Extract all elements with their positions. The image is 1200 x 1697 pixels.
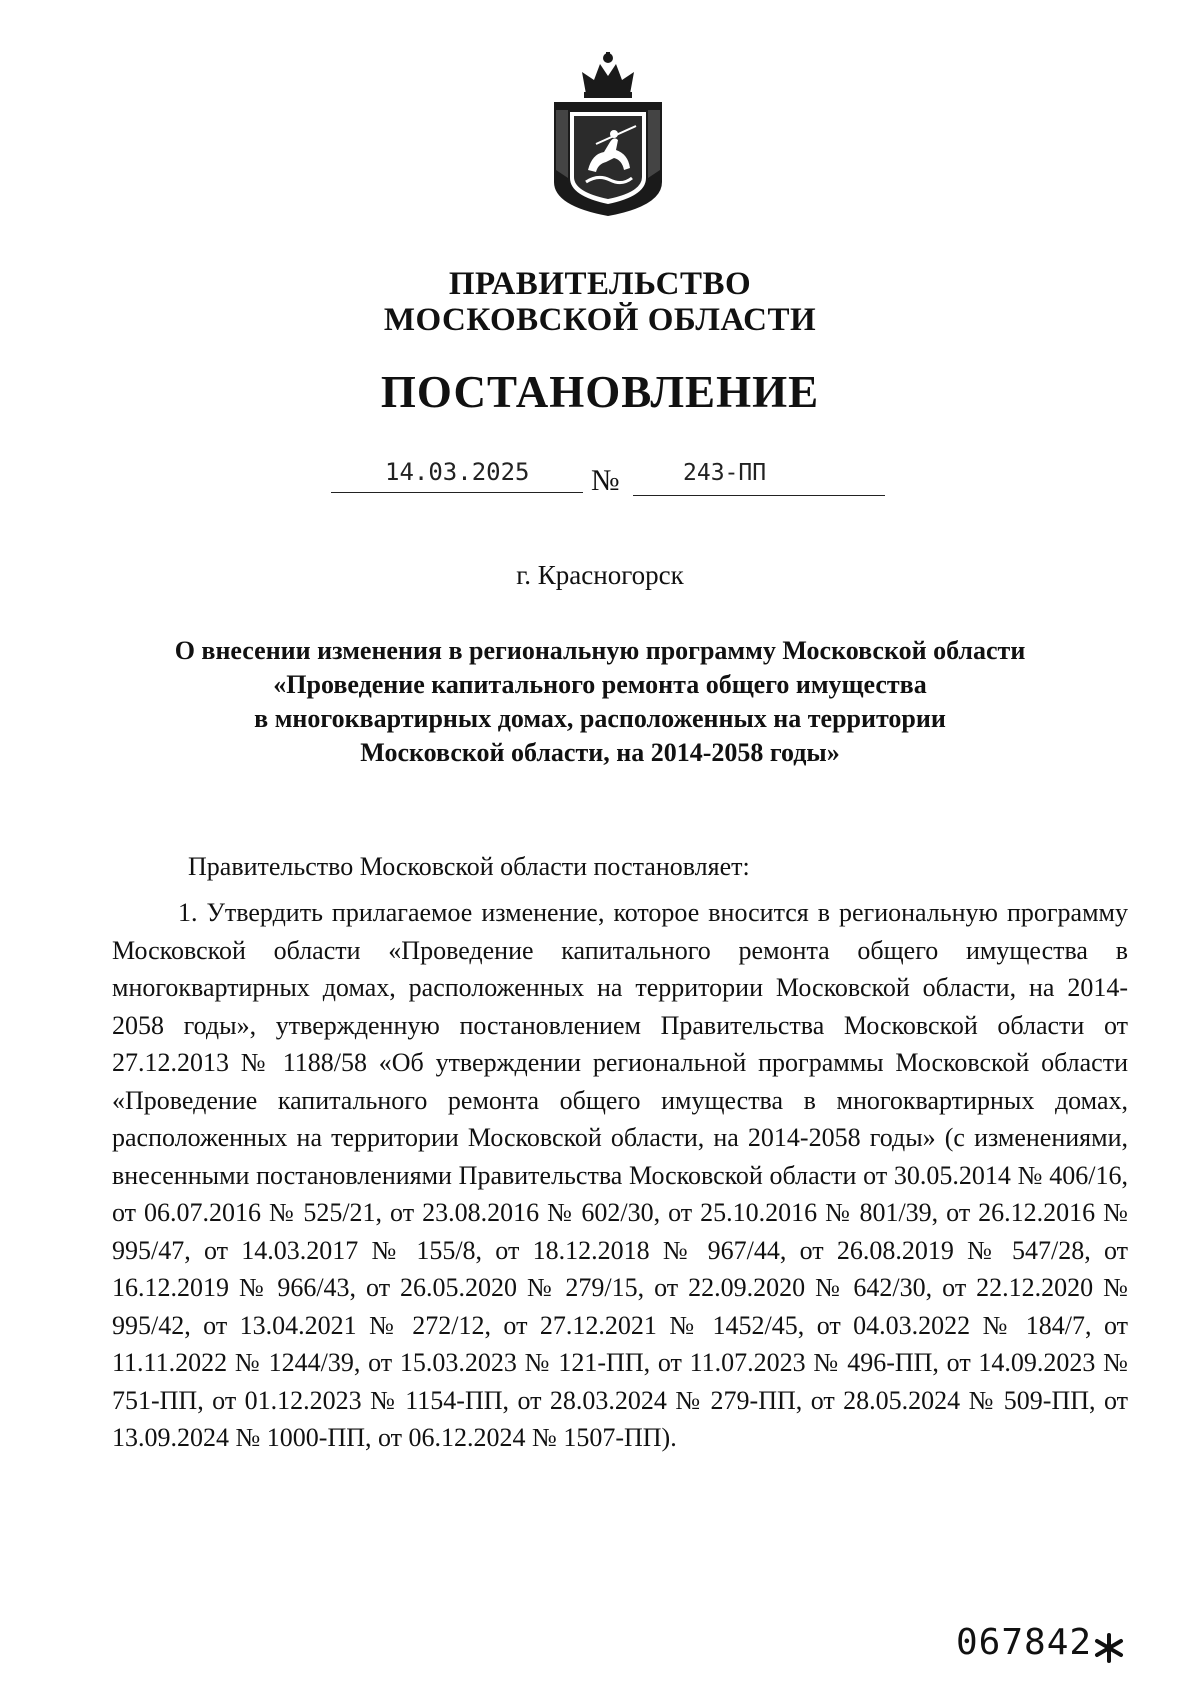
moscow-oblast-coat-of-arms-icon — [548, 50, 668, 218]
subject-line: в многоквартирных домах, расположенных на территории — [254, 704, 946, 733]
date-underline — [331, 492, 583, 493]
government-name-line-2: МОСКОВСКОЙ ОБЛАСТИ — [383, 302, 817, 338]
number-sign: № — [591, 464, 620, 497]
decree-date: 14.03.2025 — [385, 458, 530, 486]
paragraph-1: 1. Утвердить прилагаемое изменение, которое вносится в региональную программу Московской области «Проведение капитального ремонта общего имущества в многоквартирных домах, расположенных на территории Московской области, на 2014-2058 годы», утвержденную постановлением Правительства Московской области от 27.12.2013 № 1188/58 «Об утверждении региональной программы Московской области «Проведение капитального ремонта общего имущества в многоквартирных домах, расположенных на территории Московской области, на 2014-2058 годы» (с изменениями, внесенными постановлениями Правительства Московской области от 30.05.2014 № 406/16, от 06.07.2016 № 525/21, от 23.08.2016 № 602/30, от 25.10.2016 № 801/39, от 26.12.2016 № 995/47, от 14.03.2017 № 155/8, от 18.12.2018 № 967/44, от 26.08.2019 № 547/28, от 16.12.2019 № 966/43, от 26.05.2020 № 279/15, от 22.09.2020 № 642/30, от 22.12.2020 № 995/42, от 13.04.2021 № 272/12, от 27.12.2021 № 1452/45, от 04.03.2022 № 184/7, от 11.11.2022 № 1244/39, от 15.03.2023 № 121-ПП, от 11.07.2023 № 496-ПП, от 14.09.2023 № 751-ПП, от 01.12.2023 № 1154-ПП, от 28.03.2024 № 279-ПП, от 28.05.2024 № 509-ПП, от 13.09.2024 № 1000-ПП, от 06.12.2024 № 1507-ПП). — [112, 898, 1128, 1452]
decree-subject — [120, 634, 1080, 770]
decree-number: 243-ПП — [683, 460, 767, 486]
city-name: г. Красногорск — [516, 560, 684, 590]
form-serial-number: 067842 — [956, 1622, 1093, 1663]
subject-line: О внесении изменения в региональную программу Московской области — [174, 636, 1026, 665]
registration-row — [0, 456, 1200, 506]
document-type-title: ПОСТАНОВЛЕНИЕ — [380, 367, 820, 417]
preamble: Правительство Московской области постановляет: — [188, 852, 750, 881]
subject-line: Московской области, на 2014-2058 годы» — [360, 738, 840, 767]
government-name-line-1: ПРАВИТЕЛЬСТВО — [448, 266, 752, 302]
number-underline — [633, 495, 885, 496]
subject-line: «Проведение капитального ремонта общего имущества — [273, 670, 927, 699]
asterisk-icon — [1093, 1632, 1125, 1664]
